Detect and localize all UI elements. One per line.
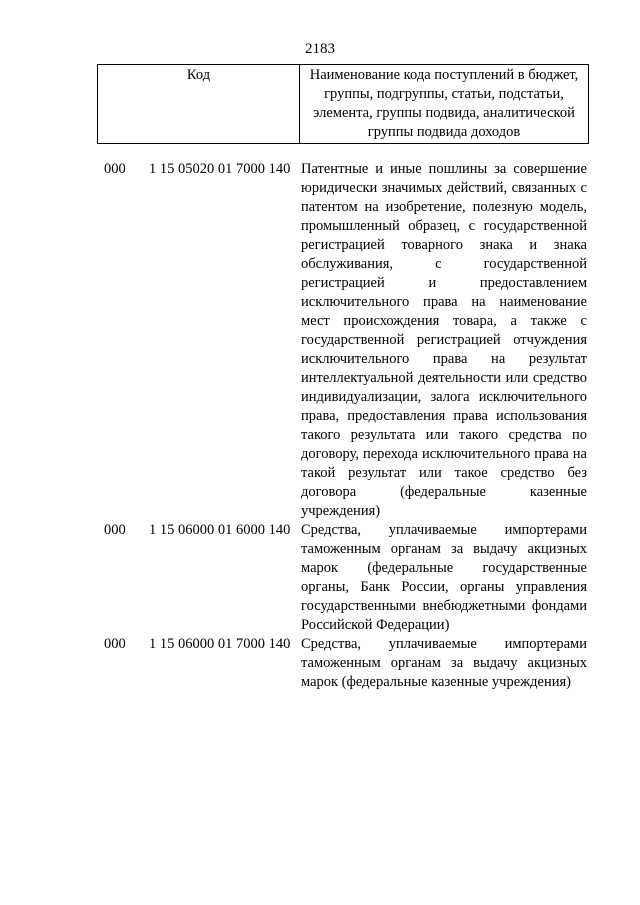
- table-row: [97, 160, 589, 521]
- table-header: [97, 64, 589, 144]
- revenue-name-cell: Средства, уплачиваемые импортерами таможенным органам за выдачу акцизных марок (федеральные государственные органы, Банк России, органы управления государственными внебюджетными фондами Российской Федерации): [301, 522, 587, 633]
- admin-code-cell: 000: [104, 522, 126, 538]
- revenue-name-cell: Средства, уплачиваемые импортерами таможенным органам за выдачу акцизных марок (федеральные казенные учреждения): [301, 636, 587, 690]
- revenue-code-cell: 1 15 06000 01 6000 140: [149, 522, 291, 538]
- table-row: [97, 635, 589, 692]
- revenue-code-cell: 1 15 06000 01 7000 140: [149, 636, 291, 652]
- table-header-row: [98, 65, 589, 144]
- page-number: 2183: [305, 41, 335, 57]
- admin-code-cell: 000: [104, 161, 126, 177]
- table-body: [97, 160, 589, 692]
- revenue-code-cell: 1 15 05020 01 7000 140: [149, 161, 291, 177]
- admin-code-cell: 000: [104, 636, 126, 652]
- header-code-cell: Код: [98, 65, 300, 144]
- revenue-name-cell: Патентные и иные пошлины за совершение юридически значимых действий, связанных с патентом на изобретение, полезную модель, промышленный образец, с государственной регистрацией товарного знака и знака обслуживания, с государственной регистрацией и предоставлением исключительного права на наименование мест происхождения товара, а также с государственной регистрацией отчуждения исключительного права на результат интеллектуальной деятельности или средство индивидуализации, залога исключительного права, предоставления права использования такого результата или такого средства по договору, перехода исключительного права на такой результат или такое средство без договора (федеральные казенные учреждения): [301, 161, 587, 519]
- table-row: [97, 521, 589, 635]
- header-name-cell: Наименование кода поступлений в бюджет, группы, подгруппы, статьи, подстатьи, элемента, группы подвида, аналитической группы подвида доходов: [300, 65, 589, 144]
